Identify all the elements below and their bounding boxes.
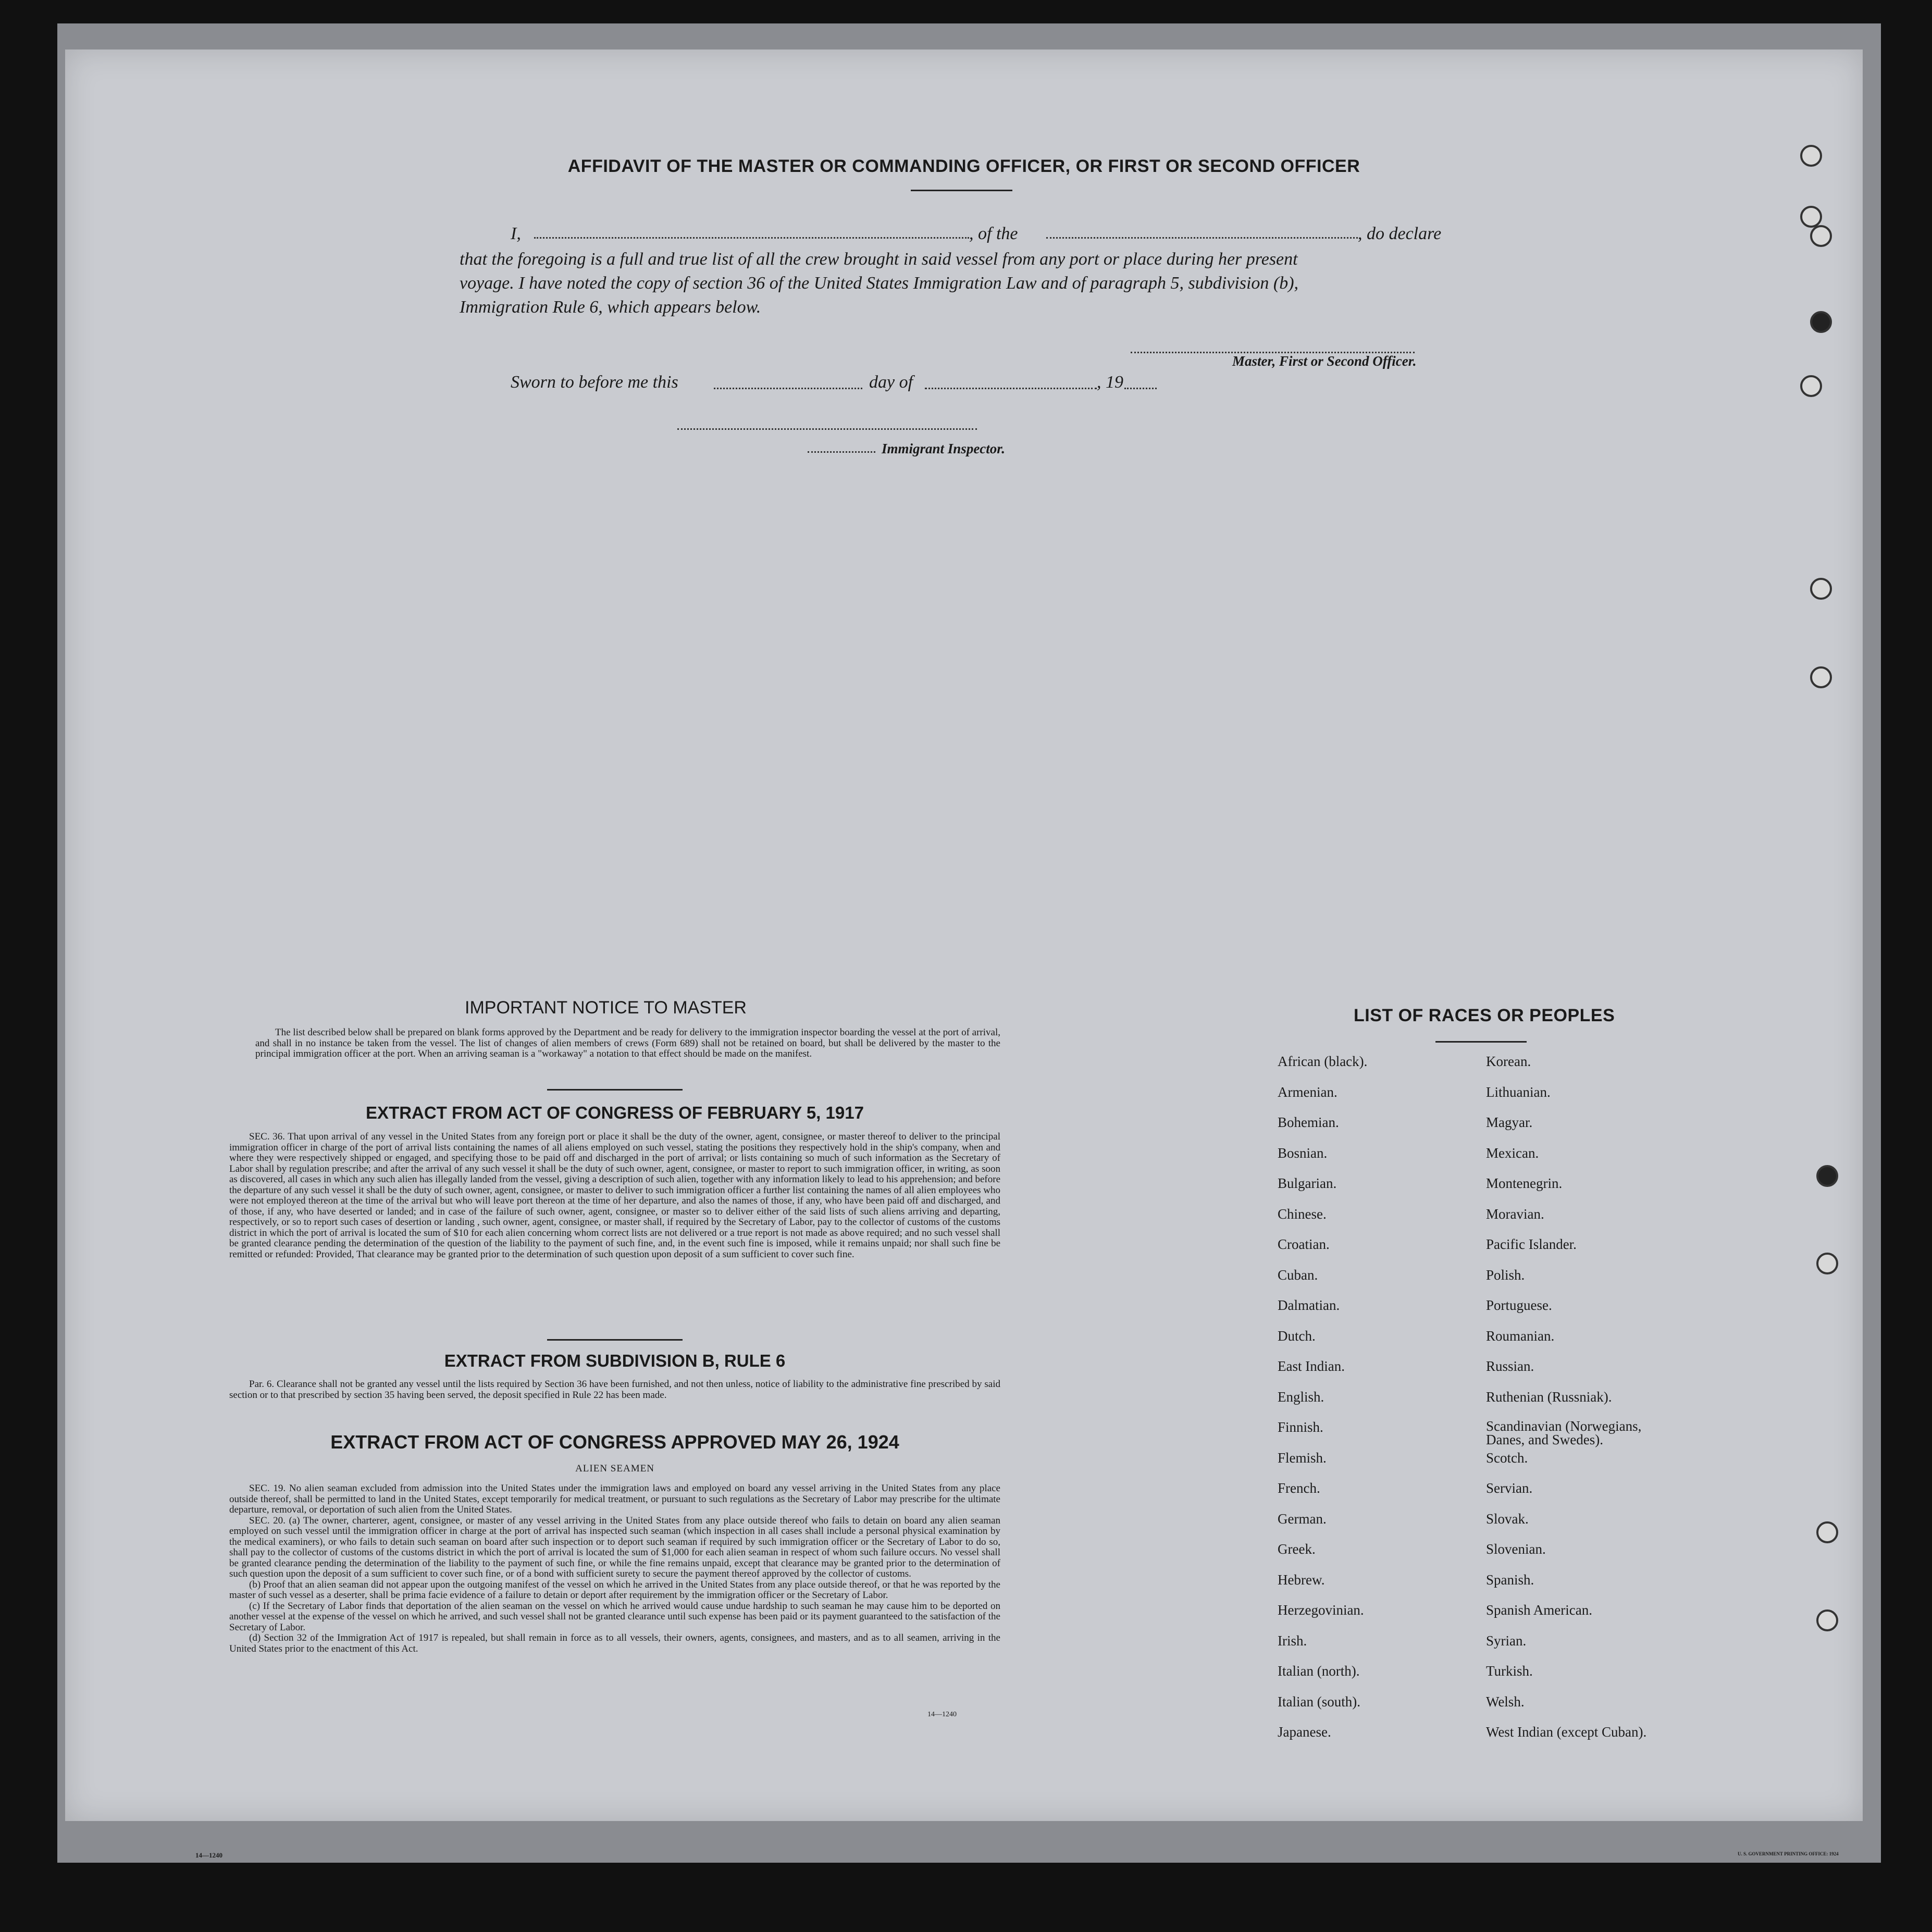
declaration-line2: that the foregoing is a full and true list of all the crew brought in said vessel from any port or place during her present <box>460 250 1298 269</box>
extract-rule6-title: EXTRACT FROM SUBDIVISION B, RULE 6 <box>444 1351 786 1370</box>
race-item: Scandinavian (Norwegians, Danes, and Swedes). <box>1486 1418 1642 1447</box>
races-right-column <box>1486 1054 1705 1755</box>
binder-hole <box>1816 1165 1838 1187</box>
race-item: Slovenian. <box>1486 1541 1546 1557</box>
race-item: Italian (north). <box>1278 1663 1360 1679</box>
race-item: Russian. <box>1486 1358 1534 1374</box>
extract-1924-title: EXTRACT FROM ACT OF CONGRESS APPROVED MAY 26, 1924 <box>330 1431 899 1453</box>
year-label: , 19 <box>1097 373 1123 392</box>
binder-hole <box>1810 578 1832 600</box>
year-blank[interactable] <box>1124 388 1157 389</box>
race-item: Moravian. <box>1486 1206 1544 1222</box>
race-item: Greek. <box>1278 1541 1316 1557</box>
declaration-line1 <box>511 221 1475 246</box>
form-number: 14—1240 <box>927 1711 957 1718</box>
inspector-short-line <box>808 451 875 453</box>
race-item: East Indian. <box>1278 1358 1345 1374</box>
binder-hole <box>1810 311 1832 333</box>
binder-hole <box>1816 1609 1838 1631</box>
race-item: African (black). <box>1278 1054 1368 1069</box>
race-item: Dalmatian. <box>1278 1297 1340 1313</box>
race-item: Turkish. <box>1486 1663 1533 1679</box>
race-item: Pacific Islander. <box>1486 1236 1577 1252</box>
race-item: Lithuanian. <box>1486 1084 1551 1100</box>
affidavit-title: AFFIDAVIT OF THE MASTER OR COMMANDING OFFICER, OR FIRST OR SECOND OFFICER <box>567 156 1360 176</box>
of-the-label: , of the <box>969 224 1018 243</box>
binder-hole <box>1800 206 1822 228</box>
sworn-label: Sworn to before me this <box>511 373 678 392</box>
binder-hole <box>1800 375 1822 397</box>
race-item: Portuguese. <box>1486 1297 1552 1313</box>
sec-20c-paragraph: (c) If the Secretary of Labor finds that deportation of the alien seaman on the vessel on which he arrived would cause undue hardship to such seaman he may cause him to be deported on another vessel at the expense of the vessel on which he arrived, and such vessel shall not be granted clearance until such expense has been paid or its payment guaranteed to the satisfaction of the Secretary of Labor. <box>229 1600 1000 1633</box>
divider <box>547 1339 683 1341</box>
race-item: Herzegovinian. <box>1278 1602 1364 1618</box>
race-item: Chinese. <box>1278 1206 1327 1222</box>
name-blank[interactable] <box>534 237 969 239</box>
race-item: French. <box>1278 1480 1320 1496</box>
sec-19-paragraph: SEC. 19. No alien seaman excluded from admission into the United States under the immigration laws and employed on board any vessel arriving in the United States from any place outside thereof, shall be permitted to land in the United States, except temporarily for medical treatment, or pursuant to such regulations as the Secretary of Labor may prescribe for the ultimate departure, removal, or deportation of such alien from the United States. <box>229 1483 1000 1515</box>
race-item: Mexican. <box>1486 1145 1539 1161</box>
title-underline <box>911 190 1012 191</box>
race-item: Roumanian. <box>1486 1328 1555 1344</box>
race-item: Japanese. <box>1278 1724 1331 1740</box>
race-item: Welsh. <box>1486 1693 1525 1710</box>
inspector-signature-line[interactable] <box>677 428 977 430</box>
month-blank[interactable] <box>925 388 1097 389</box>
race-item: Syrian. <box>1486 1632 1527 1649</box>
race-item: Italian (south). <box>1278 1693 1360 1710</box>
footer-form-number: 14—1240 <box>195 1851 222 1859</box>
inspector-label: Immigrant Inspector. <box>882 441 1006 456</box>
race-item: West Indian (except Cuban). <box>1486 1724 1647 1740</box>
race-item: Finnish. <box>1278 1419 1323 1435</box>
race-item: Servian. <box>1486 1480 1533 1496</box>
notice-text: The list described below shall be prepared on blank forms approved by the Department and be ready for delivery to the immigration inspector boarding the vessel at the port of arrival, and shall in no instance be taken from the vessel. The list of changes of alien members of crews (Form 689) shall not be retained on board, but shall be delivered by the master to the principal immigration officer at the port. When an arriving seaman is a "workaway" a notation to that effect should be made on the manifest. <box>255 1027 1000 1059</box>
sworn-line <box>511 370 1188 395</box>
sec-20b-paragraph: (b) Proof that an alien seaman did not appear upon the outgoing manifest of the vessel on which he arrived in the United States from any place outside thereof, or that he was reported by the master of such vessel as a deserter, shall be prima facie evidence of a failure to detain or deport after requirement by the immigration officer or the Secretary of Labor. <box>229 1579 1000 1601</box>
binder-hole <box>1810 666 1832 688</box>
race-item: Slovak. <box>1486 1510 1529 1527</box>
sec-20d-paragraph: (d) Section 32 of the Immigration Act of 1917 is repealed, but shall remain in force as to all vessels, their owners, agents, consignees, and masters, and as to all seamen, arriving in the United States prior to the enactment of this Act. <box>229 1632 1000 1654</box>
declaration-line3: voyage. I have noted the copy of section 36 of the United States Immigration Law and of paragraph 5, subdivision (b), <box>460 274 1299 293</box>
extract-1924-body <box>229 1483 1000 1654</box>
race-item: English. <box>1278 1389 1324 1405</box>
race-item: Montenegrin. <box>1486 1175 1563 1191</box>
declaration-line4: Immigration Rule 6, which appears below. <box>460 298 761 317</box>
binder-hole <box>1810 225 1832 247</box>
race-item: Bosnian. <box>1278 1145 1328 1161</box>
notice-title: IMPORTANT NOTICE TO MASTER <box>465 998 747 1018</box>
race-item: Scotch. <box>1486 1450 1528 1466</box>
races-left-column <box>1278 1054 1476 1755</box>
binder-hole <box>1816 1253 1838 1274</box>
race-item: Irish. <box>1278 1632 1307 1649</box>
extract-rule6-text: Par. 6. Clearance shall not be granted any vessel until the lists required by Section 36 have been furnished, and not then unless, notice of liability to the administrative fine prescribed by said section or to that prescribed by section 35 having been served, the deposit specified in Rule 22 has been made. <box>229 1379 1000 1401</box>
race-item: Hebrew. <box>1278 1571 1325 1588</box>
i-label: I, <box>511 224 521 243</box>
race-item: Magyar. <box>1486 1114 1533 1130</box>
binder-hole <box>1800 145 1822 167</box>
race-item: Croatian. <box>1278 1236 1330 1252</box>
races-title: LIST OF RACES OR PEOPLES <box>1354 1006 1615 1025</box>
race-item: Armenian. <box>1278 1084 1337 1100</box>
extract-1917-text: SEC. 36. That upon arrival of any vessel in the United States from any foreign port or place it shall be the duty of the owner, agent, consignee, or master thereof to deliver to the principal immigration officer in charge of the port of arrival lists containing the names of all aliens employed on such vessel, stating the positions they respectively hold in the ship's company, when and where they were respectively shipped or engaged, and specifying those to be paid off and discharged in the port of arrival; or lists containing so much of such information as the Secretary of Labor shall by regulation prescribe; and after the arrival of any such vessel it shall be the duty of such owner, agent, consignee, or master to report to such immigration officer, in writing, as soon as discovered, all cases in which any such alien has illegally landed from the vessel, giving a description of such alien, together with any information likely to lead to his apprehension; and before the departure of any such vessel it shall be the duty of such owner, agent, consignee, or master to deliver to such immigration officer a further list containing the names of all alien employees who were not employed thereon at the time of the arrival but who will leave port thereon at the time of her departure, and also the names of those, if any, who have been paid off and discharged, and of those, if any, who have deserted or landed; and in case of the failure of such owner, agent, consignee, or master so to deliver either of the said lists of such aliens arriving and departing, respectively, or so to report such cases of desertion or landing , such owner, agent, consignee, or master shall, if required by the Secretary of Labor, pay to the collector of customs of the customs district in which the port of arrival is located the sum of $10 for each alien concerning whom correct lists are not delivered or a true report is not made as above required; and no such vessel shall be granted clearance pending the determination of the question of the liability to the payment of such fine, and, in the event such fine is imposed, while it remains unpaid; nor shall such fine be remitted or refunded: Provided, That clearance may be granted prior to the determination of such question upon deposit of a sum sufficient to cover such fine. <box>229 1131 1000 1260</box>
races-underline <box>1435 1041 1527 1043</box>
race-item: German. <box>1278 1510 1327 1527</box>
race-item: Spanish. <box>1486 1571 1534 1588</box>
do-declare-label: , do declare <box>1358 224 1442 243</box>
footer-printing-office: U. S. GOVERNMENT PRINTING OFFICE: 1924 <box>1738 1851 1839 1856</box>
master-signature-label: Master, First or Second Officer. <box>1232 353 1417 369</box>
extract-1917-title: EXTRACT FROM ACT OF CONGRESS OF FEBRUARY 5, 1917 <box>366 1103 864 1122</box>
day-of-label: day of <box>869 373 913 392</box>
race-item: Flemish. <box>1278 1450 1327 1466</box>
race-item: Dutch. <box>1278 1328 1316 1344</box>
binder-hole <box>1816 1521 1838 1543</box>
alien-seamen-heading: ALIEN SEAMEN <box>575 1463 654 1474</box>
vessel-blank[interactable] <box>1046 237 1358 239</box>
race-item: Korean. <box>1486 1054 1531 1069</box>
race-item: Spanish American. <box>1486 1602 1592 1618</box>
divider <box>547 1089 683 1091</box>
day-blank[interactable] <box>714 388 862 389</box>
race-item: Polish. <box>1486 1267 1525 1283</box>
race-item: Cuban. <box>1278 1267 1318 1283</box>
race-item: Bulgarian. <box>1278 1175 1337 1191</box>
race-item: Bohemian. <box>1278 1114 1339 1130</box>
sec-20a-paragraph: SEC. 20. (a) The owner, charterer, agent, consignee, or master of any vessel arriving in the United States from any place outside thereof who fails to detain on board any alien seaman employed on such vessel until the immigration officer in charge at the port of arrival has inspected such seaman (which inspection in all cases shall include a personal physical examination by the medical examiners), or who fails to detain such seaman on board after such inspection or to deport such seaman if required by such immigration officer or the Secretary of Labor to do so, shall pay to the collector of customs of the customs district in which the port of arrival is located the sum of $1,000 for each alien seaman in respect of whom such failure occurs. No vessel shall be granted clearance pending the determination of the liability to the payment of such fine, or while the fine remains unpaid, except that clearance may be granted prior to the determination of such question upon the deposit of a sum sufficient to cover such fine, or of a bond with sufficient surety to secure the payment thereof approved by the collector of customs. <box>229 1515 1000 1579</box>
race-item: Ruthenian (Russniak). <box>1486 1389 1612 1405</box>
